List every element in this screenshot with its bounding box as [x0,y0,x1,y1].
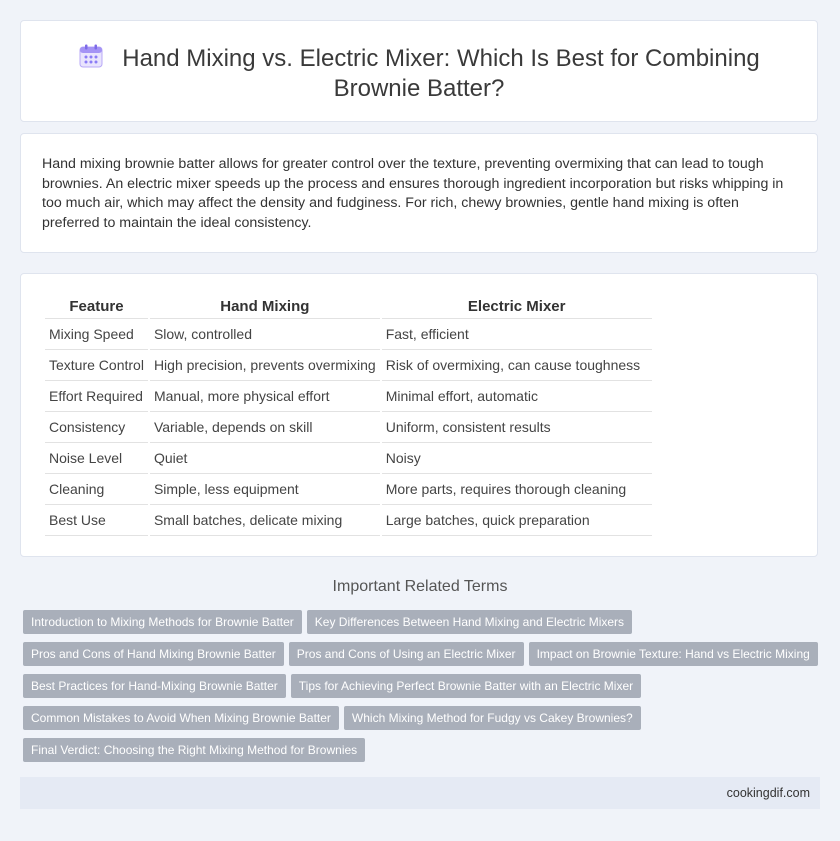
intro-paragraph: Hand mixing brownie batter allows for greater control over the texture, preventing overmixing that can lead to tough brownies. An electric mixer speeds up the process and ensures thorough ingredient incorporation but risks whipping in too much air, which may affect the density and fudginess. For rich, chewy brownies, gentle hand mixing is often preferred to maintain the ideal consistency. [42,156,784,231]
related-term-link[interactable]: Impact on Brownie Texture: Hand vs Electric Mixing [529,642,818,666]
tag-row [23,706,823,738]
table-cell: Minimal effort, automatic [382,381,652,412]
tag-row [23,738,823,770]
table-cell: Quiet [150,443,380,474]
table-cell: Variable, depends on skill [150,412,380,443]
related-term-link[interactable]: Introduction to Mixing Methods for Brownie Batter [23,610,302,634]
table-cell: Cleaning [45,474,148,505]
comparison-card [20,273,818,557]
table-row [45,505,652,536]
table-cell: Slow, controlled [150,319,380,350]
table-cell: Simple, less equipment [150,474,380,505]
table-cell: Noisy [382,443,652,474]
comparison-table [43,294,654,536]
table-cell: Effort Required [45,381,148,412]
table-cell: Manual, more physical effort [150,381,380,412]
related-term-link[interactable]: Common Mistakes to Avoid When Mixing Brownie Batter [23,706,339,730]
column-header-electric-mixer: Electric Mixer [382,294,652,319]
title-line-2: Brownie Batter? [333,75,505,102]
table-cell: Small batches, delicate mixing [150,505,380,536]
table-cell: Best Use [45,505,148,536]
table-header-row [45,294,652,319]
tag-row [23,610,823,642]
page-title [21,43,817,104]
footer-site-link[interactable]: cookingdif.com [726,786,810,800]
table-cell: Uniform, consistent results [382,412,652,443]
column-header-hand-mixing: Hand Mixing [150,294,380,319]
title-card [20,20,818,122]
table-row [45,412,652,443]
table-cell: Risk of overmixing, can cause toughness [382,350,652,381]
related-term-link[interactable]: Key Differences Between Hand Mixing and Electric Mixers [307,610,632,634]
table-cell: More parts, requires thorough cleaning [382,474,652,505]
table-row [45,350,652,381]
table-cell: Consistency [45,412,148,443]
table-cell: Large batches, quick preparation [382,505,652,536]
related-terms-heading: Important Related Terms [332,578,508,595]
table-cell: Noise Level [45,443,148,474]
related-term-link[interactable]: Which Mixing Method for Fudgy vs Cakey Brownies? [344,706,641,730]
title-line-1: Hand Mixing vs. Electric Mixer: Which Is Best for Combining [122,45,760,72]
footer [20,777,820,809]
tag-row [23,642,823,674]
related-term-link[interactable]: Best Practices for Hand-Mixing Brownie Batter [23,674,286,698]
calendar-icon [78,43,104,69]
table-cell: Texture Control [45,350,148,381]
related-term-link[interactable]: Pros and Cons of Using an Electric Mixer [289,642,524,666]
related-terms-list [23,610,823,770]
related-term-link[interactable]: Final Verdict: Choosing the Right Mixing Method for Brownies [23,738,365,762]
table-cell: High precision, prevents overmixing [150,350,380,381]
related-term-link[interactable]: Tips for Achieving Perfect Brownie Batter with an Electric Mixer [291,674,641,698]
tag-row [23,674,823,706]
table-row [45,474,652,505]
table-row [45,381,652,412]
table-cell: Fast, efficient [382,319,652,350]
table-cell: Mixing Speed [45,319,148,350]
table-row [45,443,652,474]
table-row [45,319,652,350]
related-term-link[interactable]: Pros and Cons of Hand Mixing Brownie Batter [23,642,284,666]
column-header-feature: Feature [45,294,148,319]
intro-card [20,133,818,253]
